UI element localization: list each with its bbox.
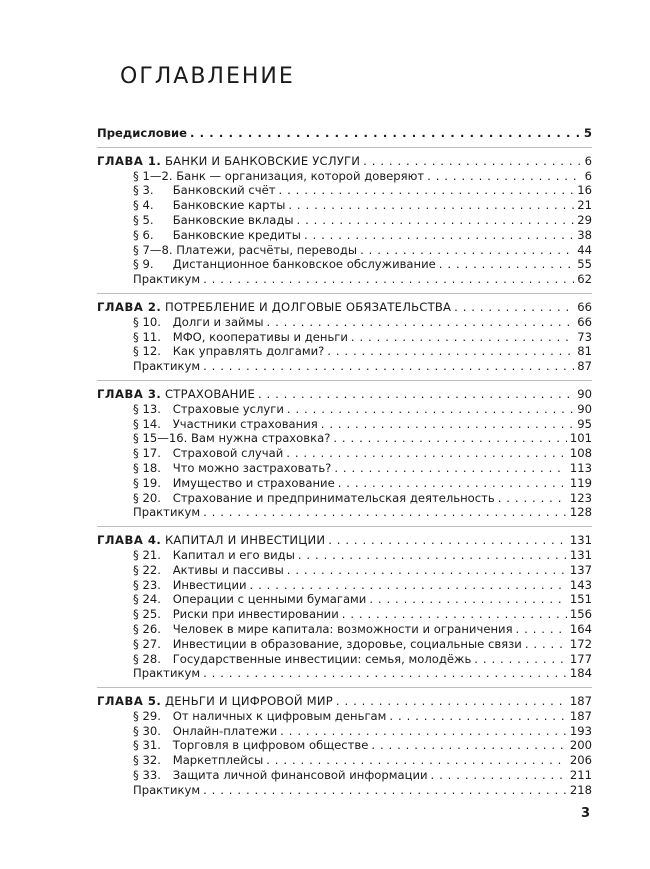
toc-section-entry[interactable] [97, 461, 592, 476]
toc-section-entry[interactable] [97, 431, 592, 446]
section-page: 206 [569, 753, 592, 768]
toc-chapter-entry[interactable] [97, 300, 592, 315]
section-heading [133, 592, 366, 607]
dot-leader [280, 724, 567, 739]
preface-label: Предисловие [97, 126, 188, 140]
dot-leader [431, 768, 567, 783]
chapter-page: 187 [569, 694, 592, 709]
section-page: 172 [569, 636, 592, 651]
chapter-page: 6 [584, 153, 592, 168]
section-number: § 4. [133, 198, 154, 213]
section-number: § 25. [133, 607, 161, 622]
dot-leader [516, 622, 567, 637]
section-page: 137 [569, 562, 592, 577]
divider [97, 526, 592, 527]
toc-section-entry[interactable] [97, 637, 592, 652]
chapter-number: ГЛАВА 1. [97, 153, 162, 168]
toc-section-entry[interactable] [97, 652, 592, 667]
section-page: 95 [577, 416, 592, 431]
section-heading [133, 768, 428, 783]
section-heading [133, 446, 283, 461]
section-title: Торговля в цифровом обществе [172, 738, 369, 753]
divider [97, 380, 592, 381]
dot-leader [333, 431, 567, 446]
section-page: 81 [577, 344, 592, 359]
section-page: 66 [577, 314, 592, 329]
chapter-title: ПОТРЕБЛЕНИЕ И ДОЛГОВЫЕ ОБЯЗАТЕЛЬСТВА [165, 299, 452, 314]
toc-section-entry[interactable] [97, 768, 592, 783]
toc-section-entry[interactable] [97, 228, 592, 243]
page-number: 3 [581, 806, 591, 821]
dot-leader [250, 578, 567, 593]
toc-section-entry[interactable] [97, 491, 592, 506]
section-title: Страховые услуги [172, 401, 284, 416]
section-title: Банк — организация, которой доверяют [176, 168, 425, 183]
section-title: Капитал и его виды [172, 547, 295, 562]
section-number: § 9. [133, 257, 154, 272]
section-number: § 19. [133, 475, 161, 490]
chapter-number: ГЛАВА 2. [97, 299, 162, 314]
section-title: Операции с ценными бумагами [172, 592, 367, 607]
section-title: Имущество и страхование [172, 475, 335, 490]
section-heading [133, 198, 285, 213]
section-number: § 18. [133, 460, 161, 475]
section-title: Инвестиции в образование, здоровье, социальные связи [172, 636, 522, 651]
section-number: § 28. [133, 651, 161, 666]
practicum-label: Практикум [133, 272, 201, 287]
section-title: Банковские карты [172, 198, 286, 213]
toc-section-entry[interactable] [97, 183, 592, 198]
dot-leader [279, 183, 575, 198]
section-number: § 31. [133, 738, 161, 753]
dot-leader [336, 694, 567, 709]
practicum-page: 87 [577, 359, 592, 374]
chapter-heading [97, 154, 360, 169]
section-title: МФО, кооперативы и деньги [172, 329, 348, 344]
section-page: 211 [569, 768, 592, 783]
section-heading [133, 183, 276, 198]
section-heading [133, 431, 330, 446]
section-title: Маркетплейсы [172, 753, 264, 768]
chapter-page: 66 [577, 299, 592, 314]
toc-section-entry[interactable] [97, 257, 592, 272]
section-number: § 33. [133, 768, 161, 783]
section-number: § 14. [133, 416, 161, 431]
section-heading [133, 753, 263, 768]
section-number: § 27. [133, 636, 161, 651]
toc-practicum-entry[interactable] [97, 505, 592, 520]
toc-section-entry[interactable] [97, 344, 592, 359]
section-number: § 13. [133, 401, 161, 416]
toc-section-entry[interactable] [97, 446, 592, 461]
toc-practicum-entry[interactable] [97, 272, 592, 287]
section-page: 200 [569, 738, 592, 753]
toc-section-entry[interactable] [97, 709, 592, 724]
dot-leader [298, 548, 567, 563]
section-title: Участники страхования [172, 416, 318, 431]
section-page: 151 [569, 592, 592, 607]
section-page: 131 [569, 547, 592, 562]
dot-leader [190, 126, 581, 141]
dot-leader [427, 169, 581, 184]
section-number: § 3. [133, 183, 154, 198]
toc-section-entry[interactable] [97, 213, 592, 228]
section-heading [133, 578, 247, 593]
section-heading [133, 461, 331, 476]
section-heading [133, 491, 495, 506]
toc-preface-entry[interactable] [97, 126, 592, 141]
section-heading [133, 402, 284, 417]
chapter-heading [97, 694, 333, 709]
section-title: Страхование и предпринимательская деятельность [172, 490, 495, 505]
dot-leader [371, 738, 566, 753]
toc-section-entry[interactable] [97, 402, 592, 417]
dot-leader [288, 198, 574, 213]
chapter-title: ДЕНЬГИ И ЦИФРОВОЙ МИР [165, 694, 333, 709]
section-title: Что можно застраховать? [172, 460, 332, 475]
section-title: Онлайн-платежи [172, 723, 278, 738]
section-number: § 21. [133, 547, 161, 562]
section-number: § 15—16. [133, 431, 188, 446]
dot-leader [287, 563, 567, 578]
dot-leader [203, 505, 567, 520]
section-number: § 10. [133, 314, 161, 329]
section-title: Защита личной финансовой информации [172, 768, 428, 783]
practicum-page: 128 [569, 505, 592, 520]
dot-leader [203, 359, 574, 374]
section-title: Активы и пассивы [172, 562, 284, 577]
toc-section-entry[interactable] [97, 738, 592, 753]
divider [97, 687, 592, 688]
toc-practicum-entry[interactable] [97, 359, 592, 374]
toc-section-entry[interactable] [97, 169, 592, 184]
section-heading [133, 738, 368, 753]
section-heading [133, 548, 295, 563]
dot-leader [287, 402, 574, 417]
section-page: 193 [569, 723, 592, 738]
section-heading [133, 652, 471, 667]
section-heading [133, 169, 424, 184]
section-heading [133, 344, 324, 359]
section-page: 73 [577, 329, 592, 344]
chapter-title: БАНКИ И БАНКОВСКИЕ УСЛУГИ [165, 153, 361, 168]
section-page: 38 [577, 227, 592, 242]
section-number: § 29. [133, 708, 161, 723]
chapter-heading [97, 300, 451, 315]
section-number: § 32. [133, 753, 161, 768]
section-title: Вам нужна страховка? [190, 431, 331, 446]
chapter-title: СТРАХОВАНИЕ [165, 386, 255, 401]
dot-leader [454, 300, 574, 315]
dot-leader [525, 637, 567, 652]
section-page: 90 [577, 401, 592, 416]
toc-practicum-entry[interactable] [97, 783, 592, 798]
toc-section-entry[interactable] [97, 592, 592, 607]
section-page: 113 [569, 460, 592, 475]
dot-leader [266, 753, 567, 768]
section-page: 156 [569, 607, 592, 622]
toc-chapter-entry[interactable] [97, 387, 592, 402]
dot-leader [369, 592, 567, 607]
section-number: § 12. [133, 344, 161, 359]
page-title: ОГЛАВЛЕНИЕ [120, 64, 295, 89]
dot-leader [203, 666, 567, 681]
dot-leader [363, 154, 581, 169]
practicum-label: Практикум [133, 782, 201, 797]
section-number: § 23. [133, 577, 161, 592]
section-page: 187 [569, 708, 592, 723]
section-heading [133, 622, 513, 637]
toc-section-entry[interactable] [97, 753, 592, 768]
section-title: Банковские кредиты [172, 227, 301, 242]
toc-section-entry[interactable] [97, 243, 592, 258]
section-number: § 1—2. [133, 168, 173, 183]
dot-leader [334, 461, 567, 476]
section-heading [133, 257, 436, 272]
section-page: 55 [577, 257, 592, 272]
dot-leader [342, 607, 567, 622]
section-title: Дистанционное банковское обслуживание [172, 257, 436, 272]
practicum-label: Практикум [133, 666, 201, 681]
toc-section-entry[interactable] [97, 563, 592, 578]
toc-section-entry[interactable] [97, 548, 592, 563]
section-number: § 7—8. [133, 242, 173, 257]
section-page: 16 [577, 183, 592, 198]
toc-section-entry[interactable] [97, 330, 592, 345]
section-page: 123 [569, 490, 592, 505]
dot-leader [327, 344, 574, 359]
section-title: Как управлять долгами? [172, 344, 325, 359]
toc-chapter-entry[interactable] [97, 154, 592, 169]
toc-section-entry[interactable] [97, 198, 592, 213]
toc-chapter-entry[interactable] [97, 694, 592, 709]
section-page: 143 [569, 577, 592, 592]
section-heading [133, 417, 318, 432]
toc-section-entry[interactable] [97, 476, 592, 491]
practicum-page: 62 [577, 272, 592, 287]
dot-leader [351, 330, 574, 345]
section-number: § 11. [133, 329, 161, 344]
section-title: Человек в мире капитала: возможности и ограничения [172, 621, 513, 636]
section-number: § 22. [133, 562, 161, 577]
section-heading [133, 315, 264, 330]
section-heading [133, 607, 339, 622]
section-title: Риски при инвестировании [172, 607, 339, 622]
dot-leader [297, 213, 575, 228]
toc-section-entry[interactable] [97, 607, 592, 622]
section-number: § 26. [133, 621, 161, 636]
section-page: 164 [569, 621, 592, 636]
section-number: § 6. [133, 227, 154, 242]
chapter-number: ГЛАВА 3. [97, 386, 162, 401]
section-page: 177 [569, 651, 592, 666]
section-number: § 24. [133, 592, 161, 607]
section-title: Долги и займы [172, 314, 264, 329]
practicum-page: 218 [569, 782, 592, 797]
dot-leader [474, 652, 567, 667]
chapter-title: КАПИТАЛ И ИНВЕСТИЦИИ [165, 533, 326, 548]
section-number: § 30. [133, 723, 161, 738]
section-page: 44 [577, 242, 592, 257]
dot-leader [203, 783, 567, 798]
section-page: 6 [584, 168, 592, 183]
toc-section-entry[interactable] [97, 622, 592, 637]
chapter-number: ГЛАВА 4. [97, 533, 162, 548]
divider [97, 147, 592, 148]
dot-leader [439, 257, 574, 272]
section-heading [133, 228, 301, 243]
table-of-contents [97, 126, 592, 798]
practicum-label: Практикум [133, 505, 201, 520]
dot-leader [360, 243, 574, 258]
toc-section-entry[interactable] [97, 315, 592, 330]
section-number: § 20. [133, 490, 161, 505]
section-heading [133, 213, 294, 228]
toc-section-entry[interactable] [97, 417, 592, 432]
practicum-page: 184 [569, 666, 592, 681]
section-heading [133, 563, 284, 578]
section-title: Платежи, расчёты, переводы [176, 242, 358, 257]
section-title: Государственные инвестиции: семья, молодёжь [172, 651, 472, 666]
dot-leader [286, 446, 567, 461]
chapter-page: 131 [569, 533, 592, 548]
section-page: 108 [569, 446, 592, 461]
section-heading [133, 724, 277, 739]
toc-section-entry[interactable] [97, 578, 592, 593]
dot-leader [304, 228, 574, 243]
dot-leader [321, 417, 574, 432]
section-page: 21 [577, 198, 592, 213]
section-heading [133, 243, 357, 258]
dot-leader [389, 709, 566, 724]
section-page: 29 [577, 212, 592, 227]
section-title: От наличных к цифровым деньгам [172, 708, 387, 723]
section-title: Страховой случай [172, 446, 284, 461]
section-title: Банковские вклады [172, 212, 294, 227]
chapter-heading [97, 387, 255, 402]
preface-page: 5 [583, 126, 592, 140]
divider [97, 293, 592, 294]
dot-leader [328, 533, 567, 548]
section-heading [133, 476, 335, 491]
dot-leader [258, 387, 574, 402]
practicum-label: Практикум [133, 359, 201, 374]
toc-section-entry[interactable] [97, 724, 592, 739]
dot-leader [498, 491, 567, 506]
section-heading [133, 330, 348, 345]
section-title: Инвестиции [172, 577, 247, 592]
chapter-heading [97, 533, 325, 548]
dot-leader [338, 476, 567, 491]
section-title: Банковский счёт [172, 183, 276, 198]
chapter-number: ГЛАВА 5. [97, 694, 162, 709]
chapter-page: 90 [577, 386, 592, 401]
section-page: 119 [569, 475, 592, 490]
dot-leader [203, 272, 574, 287]
toc-chapter-entry[interactable] [97, 533, 592, 548]
section-number: § 17. [133, 446, 161, 461]
toc-practicum-entry[interactable] [97, 666, 592, 681]
dot-leader [267, 315, 575, 330]
section-number: § 5. [133, 212, 154, 227]
section-heading [133, 709, 386, 724]
section-heading [133, 637, 522, 652]
section-page: 101 [569, 431, 592, 446]
